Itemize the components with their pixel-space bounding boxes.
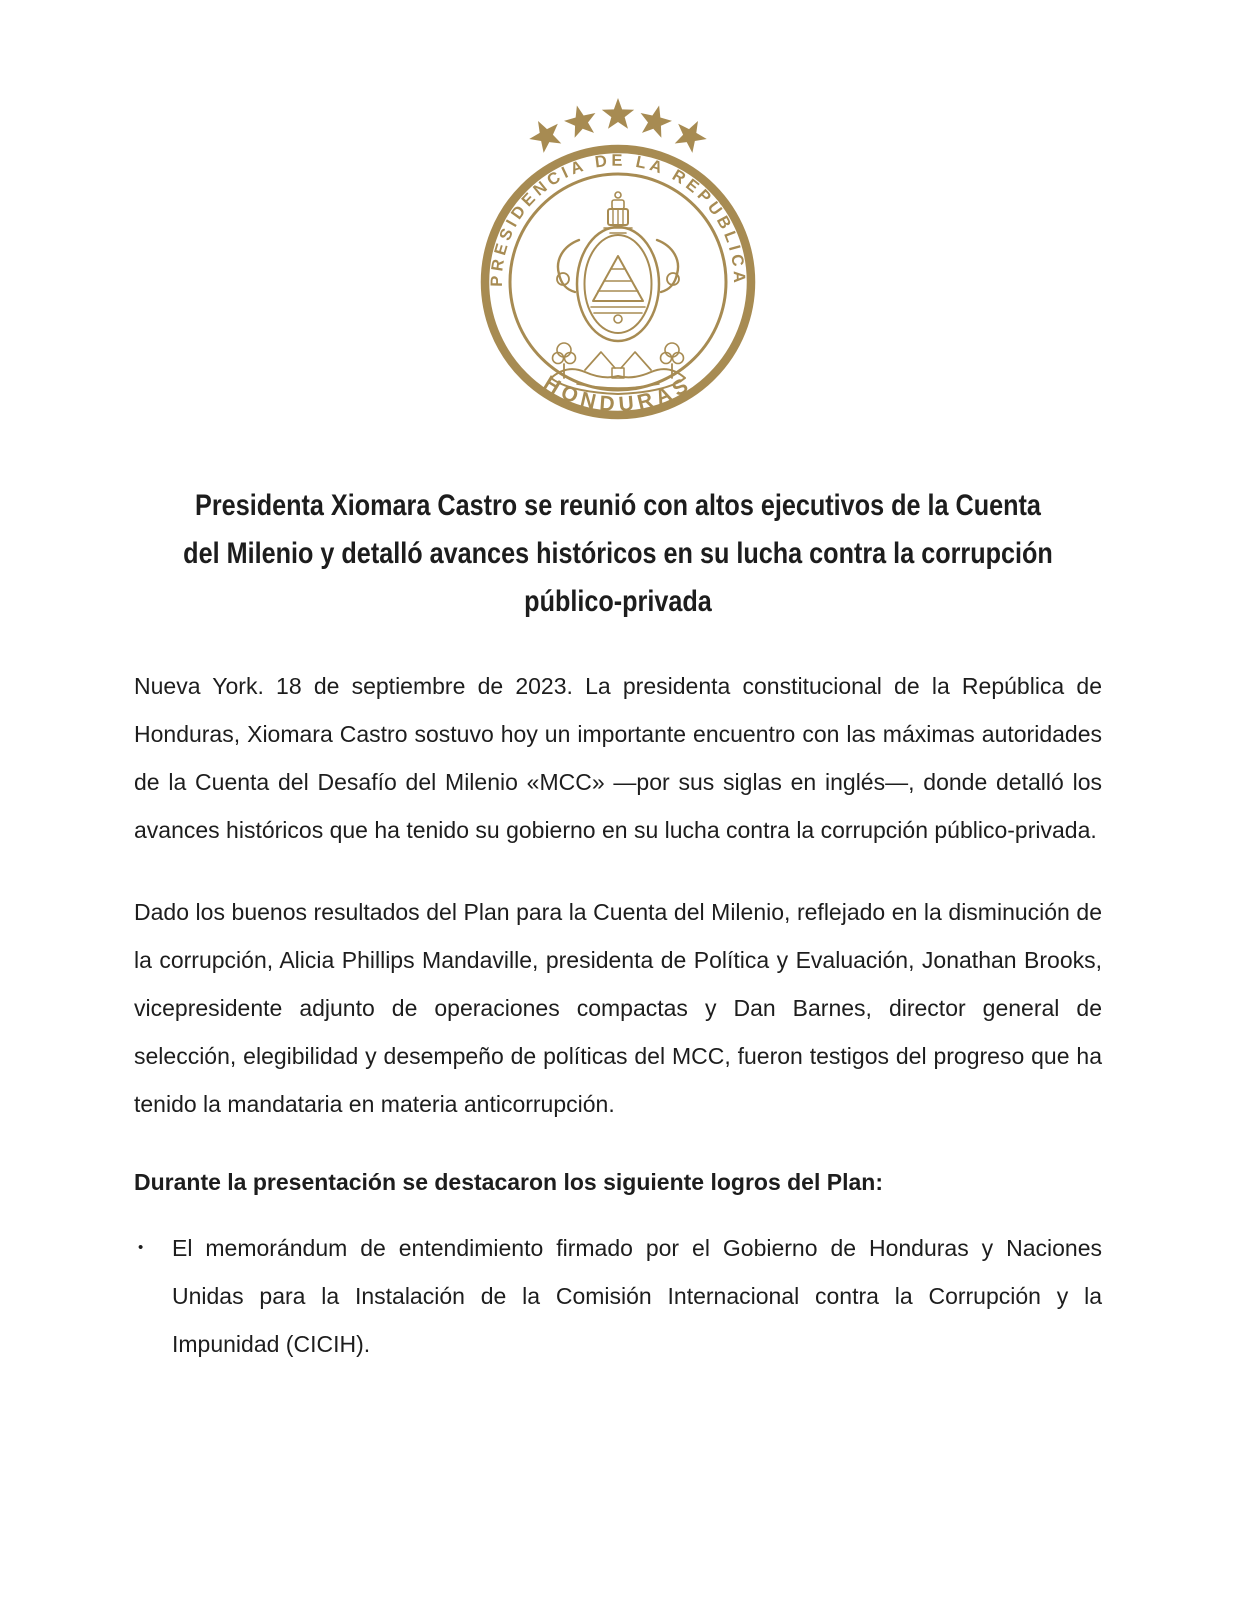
bullet-marker: • <box>138 1239 144 1256</box>
paragraph-dateline: Nueva York. 18 de septiembre de 2023. La presidenta constitucional de la República de Honduras, Xiomara Castro sostuvo hoy un importante encuentro con las máximas autoridades de la Cuenta del Desafío del Milenio «MCC» —por sus siglas en inglés—, donde detalló los avances históricos que ha tenido su gobierno en su lucha contra la corrupción público-privada. <box>134 673 1102 843</box>
star-icon <box>524 113 567 155</box>
bullet-item <box>134 1224 1102 1368</box>
section-subheading: Durante la presentación se destacaron los siguiente logros del Plan: <box>134 1169 883 1195</box>
bullet-text: El memorándum de entendimiento firmado por el Gobierno de Honduras y Naciones Unidas para la Instalación de la Comisión Internacional contra la Corrupción y la Impunidad (CICIH). <box>172 1235 1102 1357</box>
seal-inner-ring <box>510 174 726 390</box>
title-line-3: público-privada <box>524 585 712 618</box>
presidency-seal-graphic <box>467 88 769 420</box>
paragraph-meeting-details: Dado los buenos resultados del Plan para la Cuenta del Milenio, reflejado en la disminución de la corrupción, Alicia Phillips Mandaville, presidenta de Política y Evaluación, Jonathan Brooks, vicepresidente adjunto de operaciones compactas y Dan Barnes, director general de selección, elegibilidad y desempeño de políticas del MCC, fueron testigos del progreso que ha tenido la mandataria en materia anticorrupción. <box>134 899 1102 1117</box>
title-line-1: Presidenta Xiomara Castro se reunió con altos ejecutivos de la Cuenta <box>195 489 1041 522</box>
seal-arc-text-bottom: HONDURAS <box>539 371 697 417</box>
document-title <box>60 482 1176 626</box>
star-icon <box>636 102 675 140</box>
document-body <box>134 662 1102 1368</box>
star-icon <box>561 102 600 140</box>
presidency-seal <box>467 88 769 420</box>
title-line-2: del Milenio y detalló avances históricos en su lucha contra la corrupción <box>183 537 1053 570</box>
seal-arc-text-top: PRESIDENCIA DE LA REPÚBLICA <box>487 151 749 287</box>
star-icon <box>669 113 712 155</box>
star-icon <box>602 98 634 129</box>
honduras-coat-of-arms <box>551 192 685 394</box>
